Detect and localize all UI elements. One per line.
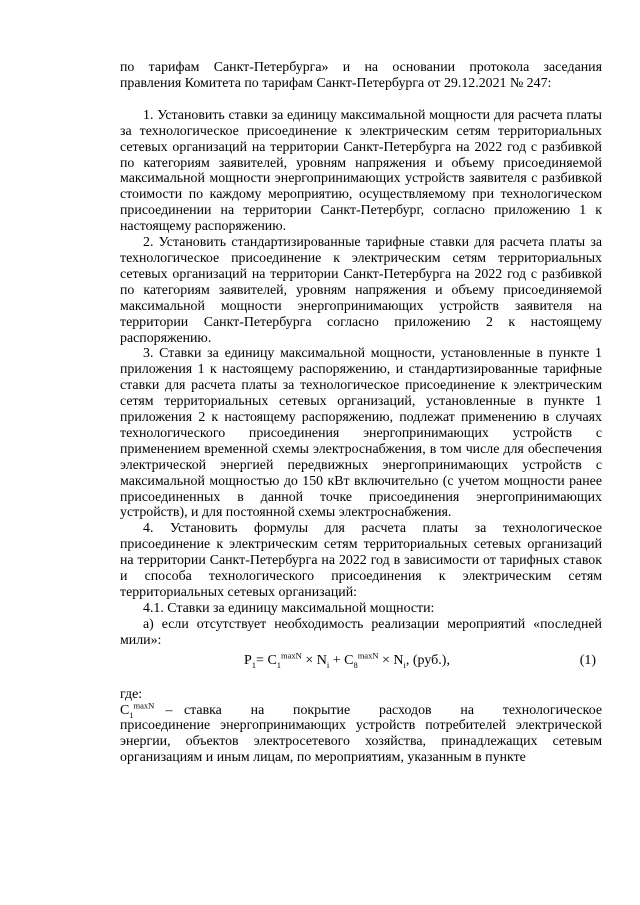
definition-term: $C_1^{maxN}$: [120, 699, 155, 720]
paragraph-3: 3. Ставки за единицу максимальной мощности, установленные в пункте 1 приложения 1 к настоящему распоряжению, и стандартизированные тарифные ставки для расчета платы за технологическое присоединение к электрическим сетям территориальных сетевых организаций, установленные в пункте 1 приложения 2 к настоящему распоряжению, подлежат применению в случаях технологического присоединения энергопринимающих устройств с применением временной схемы электроснабжения, в том числе для обеспечения электрической энергией передвижных энергопринимающих устройств с максимальной мощностью до 150 кВт включительно (с учетом мощности ранее присоединенных в данной точке присоединения энергопринимающих устройств), и для постоянной схемы электроснабжения.: [120, 346, 602, 521]
formula-number: (1): [579, 652, 596, 668]
definition-dash: –: [165, 702, 173, 718]
paragraph-2: 2. Установить стандартизированные тарифные ставки для расчета платы за технологическое присоединение к электрическим сетям территориальных сетевых организаций на территории Санкт-Петербурга на 2022 год с разбивкой по категориям заявителей, уровням напряжения и объему присоединяемой максимальной мощности энергопринимающих устройств заявителя на территории Санкт-Петербурга согласно приложению 2 к настоящему распоряжению.: [120, 235, 602, 346]
formula-1: [120, 649, 602, 675]
document-page: [120, 60, 602, 766]
intro-line-2: правления Комитета по тарифам Санкт-Петербурга от 29.12.2021 № 247:: [120, 75, 552, 91]
paragraph-4-1-a: а) если отсутствует необходимость реализации мероприятий «последней мили»:: [120, 616, 602, 648]
definition-c1: [120, 699, 602, 720]
paragraph-1: 1. Установить ставки за единицу максимальной мощности для расчета платы за технологическое присоединение к электрическим сетям территориальных сетевых организаций на территории Санкт-Петербурга на 2022 год с разбивкой по категориям заявителей, уровням напряжения и объему присоединяемой максимальной мощности энергопринимающих устройств заявителя с разбивкой стоимости по каждому мероприятию, осуществляемому при технологическом присоединении на территории Санкт-Петербург, согласно приложению 1 к настоящему распоряжению.: [120, 107, 602, 235]
where-label: где:: [120, 686, 143, 702]
definition-first-line: ставка на покрытие расходов на технологическое: [184, 702, 602, 718]
formula-expression: $P_1= C_1^{maxN} \times N_i + C_8^{maxN} \times N_i$, (руб.),: [244, 649, 450, 670]
definition-continuation: присоединение энергопринимающих устройств потребителей электрической энергии, объектов электросетевого хозяйства, принадлежащих сетевым организациям и иным лицам, по мероприятиям, указанным в пункте: [120, 718, 602, 766]
paragraph-4-1: 4.1. Ставки за единицу максимальной мощности:: [143, 600, 435, 616]
paragraph-4: 4. Установить формулы для расчета платы за технологическое присоединение к электрическим сетям территориальных сетевых организаций на территории Санкт-Петербурга на 2022 год в зависимости от тарифных ставок и способа технологического присоединения к электрическим сетям территориальных сетевых организаций:: [120, 521, 602, 600]
spacer: [120, 92, 602, 108]
intro-line-1: по тарифам Санкт-Петербурга» и на основании протокола заседания: [120, 60, 602, 75]
